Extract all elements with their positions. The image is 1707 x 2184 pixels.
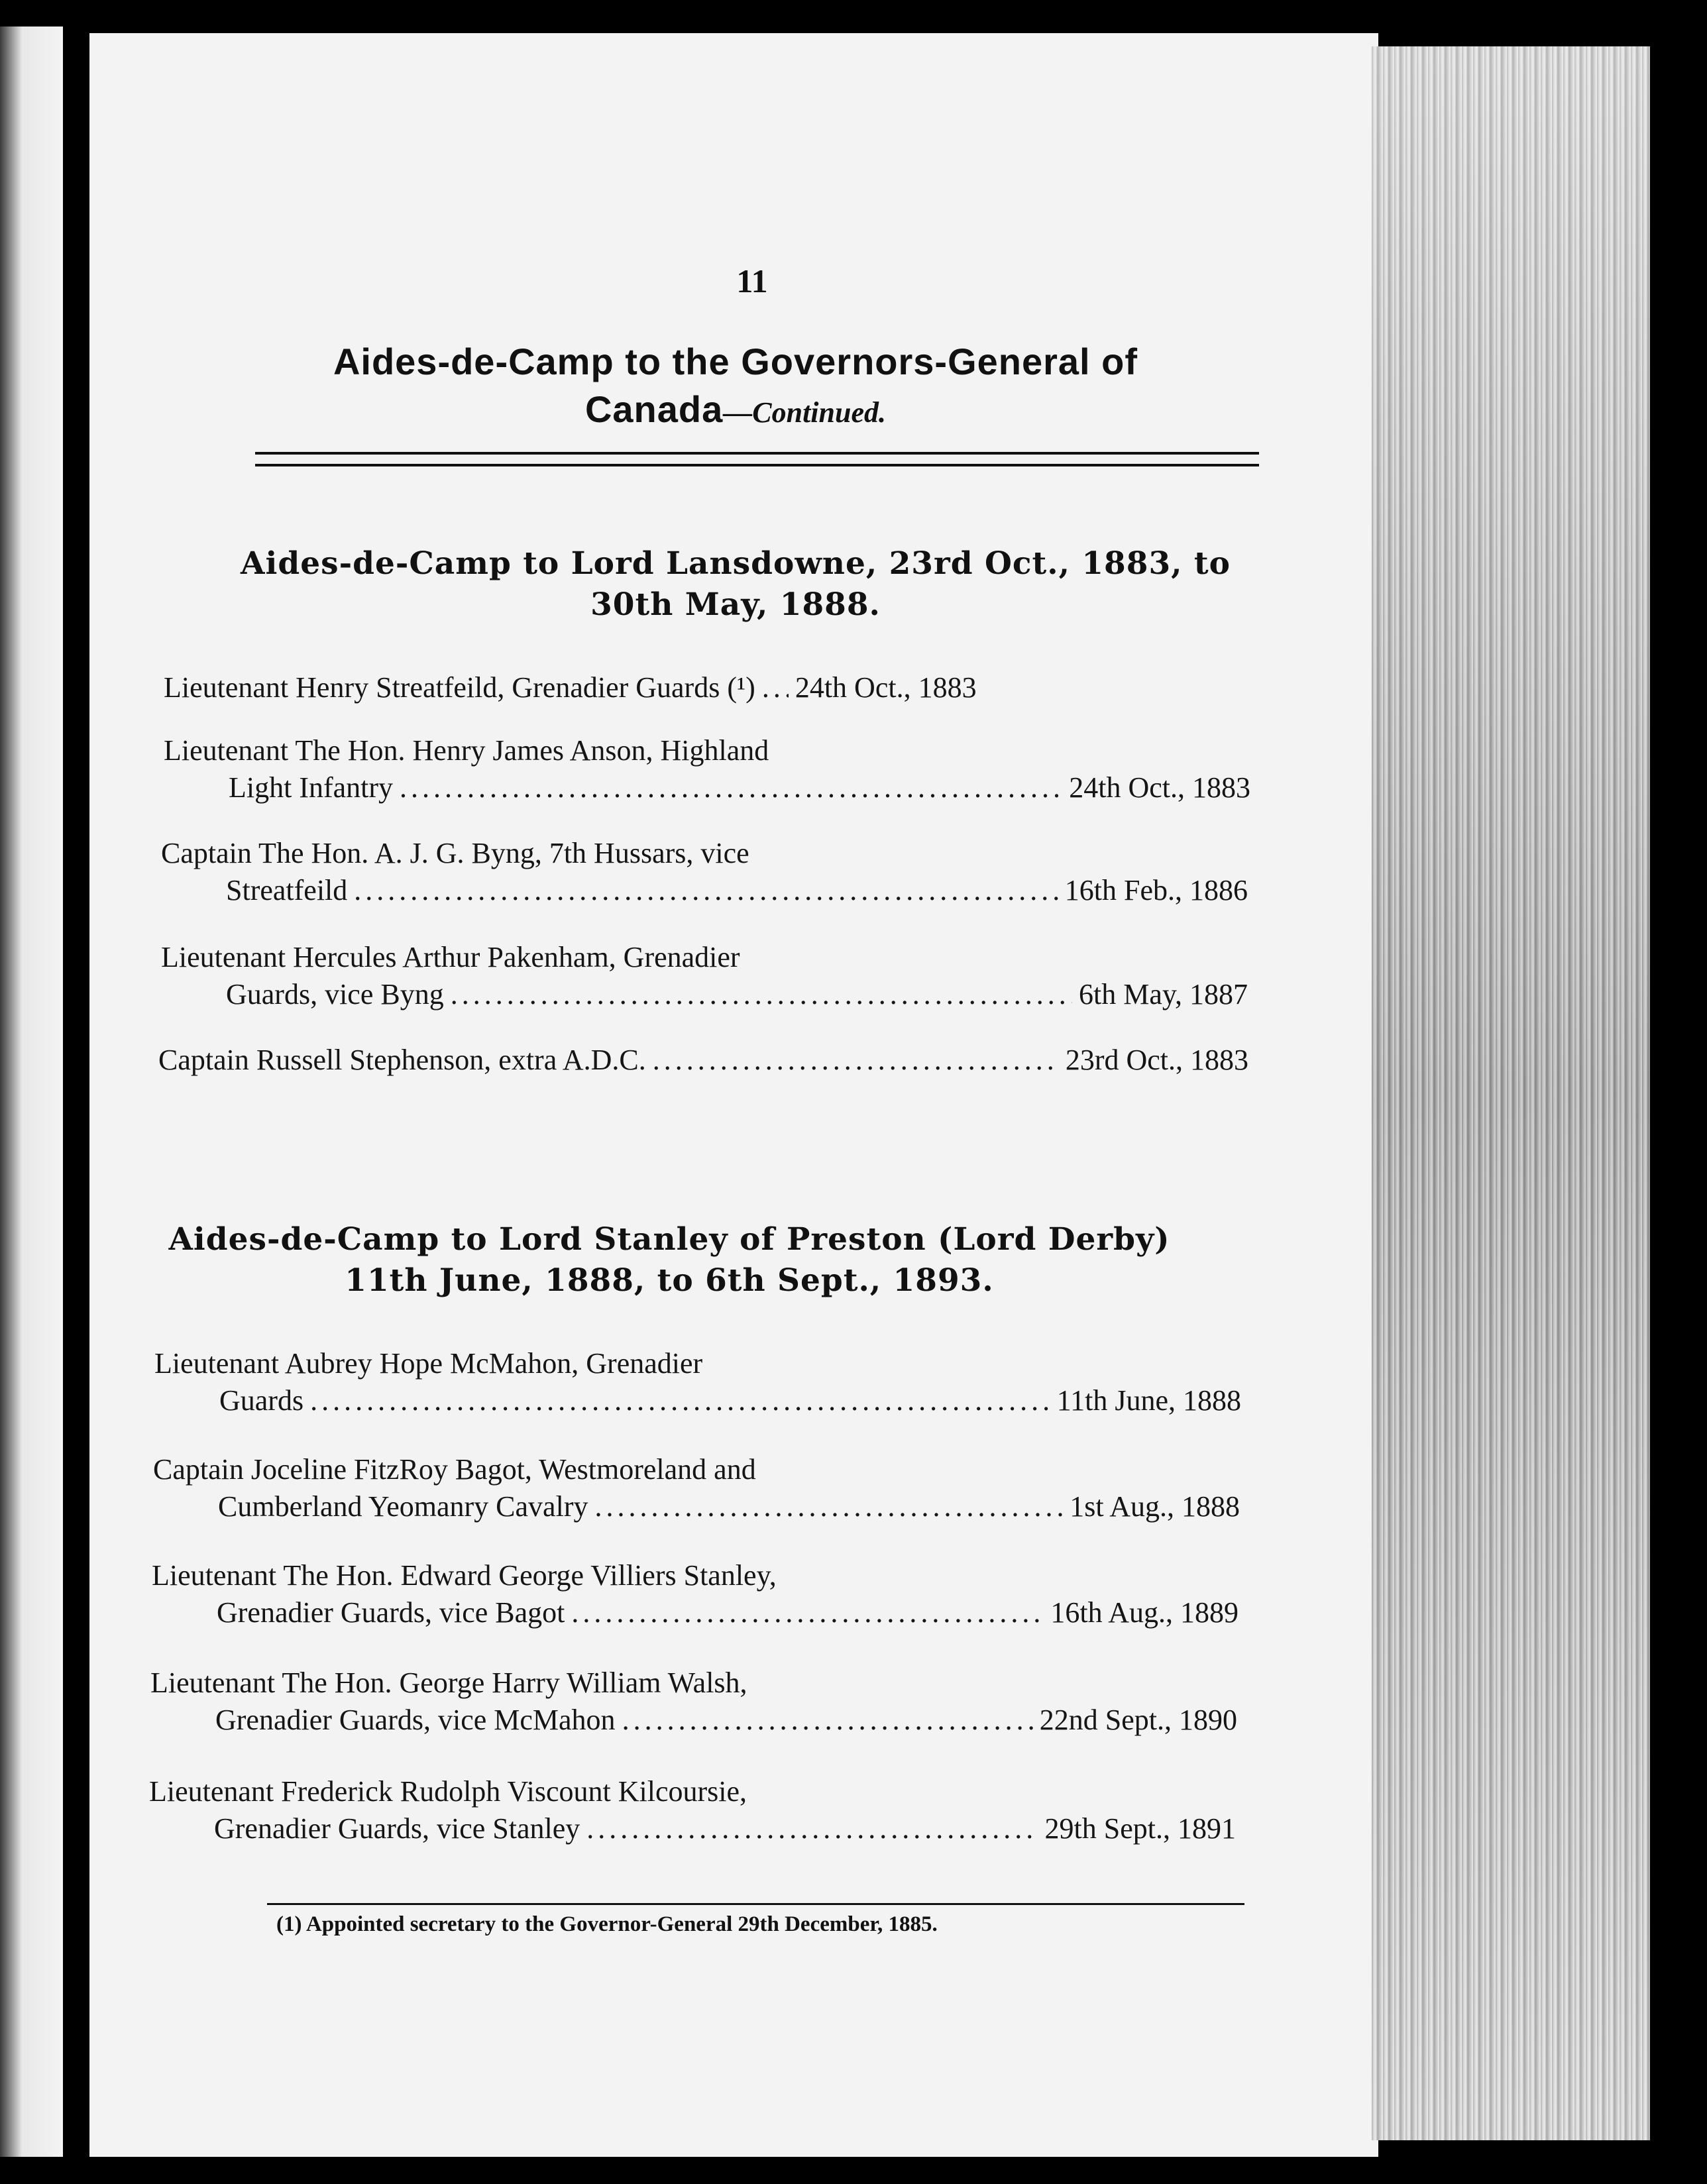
list-item: Lieutenant The Hon. Henry James Anson, Highland Light Infantry ..... 24th Oct., 1883: [164, 732, 1250, 806]
page-title-line1: Aides-de-Camp to the Governors-General of: [333, 341, 1138, 382]
list-item: Lieutenant Aubrey Hope McMahon, Grenadier Guards ..... 11th June, 1888: [154, 1345, 1241, 1419]
list-item: Lieutenant Hercules Arthur Pakenham, Grenadier Guards, vice Byng ..... 6th May, 1887: [161, 939, 1248, 1013]
list-item: Lieutenant The Hon. George Harry William Walsh, Grenadier Guards, vice McMahon ..... 22nd Sept., 1890: [150, 1665, 1237, 1739]
list-item: Captain Russell Stephenson, extra A.D.C. ..... 23rd Oct., 1883: [158, 1042, 1248, 1079]
book-page-edges: [1372, 46, 1650, 2140]
page-number: 11: [736, 262, 768, 300]
list-item: Captain Joceline FitzRoy Bagot, Westmoreland and Cumberland Yeomanry Cavalry ..... 1st Aug., 1888: [153, 1451, 1240, 1525]
footnote-rule: [267, 1903, 1244, 1905]
facing-page-edge: [0, 27, 63, 2157]
list-item: Lieutenant Frederick Rudolph Viscount Kilcoursie, Grenadier Guards, vice Stanley ..... 29th Sept., 1891: [149, 1773, 1236, 1847]
list-item: Lieutenant Henry Streatfeild, Grenadier Guards (¹) ..... 24th Oct., 1883: [164, 669, 1250, 706]
page-title-line2: Canada—Continued.: [584, 388, 887, 430]
page-title: [222, 338, 1249, 437]
footnote: (1) Appointed secretary to the Governor-General 29th December, 1885.: [276, 1912, 938, 1936]
list-item: Lieutenant The Hon. Edward George Villiers Stanley, Grenadier Guards, vice Bagot ..... 16th Aug., 1889: [152, 1557, 1239, 1631]
section-heading-lansdowne: Aides-de-Camp to Lord Lansdowne, 23rd Oct., 1883, to 30th May, 1888.: [241, 545, 1231, 623]
book-page: [89, 33, 1378, 2157]
title-double-rule: [255, 452, 1259, 466]
section-heading-stanley: Aides-de-Camp to Lord Stanley of Preston (Lord Derby) 11th June, 1888, to 6th Sept., 1893.: [168, 1221, 1170, 1299]
continued-label: —Continued.: [723, 396, 887, 429]
list-item: Captain The Hon. A. J. G. Byng, 7th Hussars, vice Streatfeild ..... 16th Feb., 1886: [161, 835, 1248, 909]
